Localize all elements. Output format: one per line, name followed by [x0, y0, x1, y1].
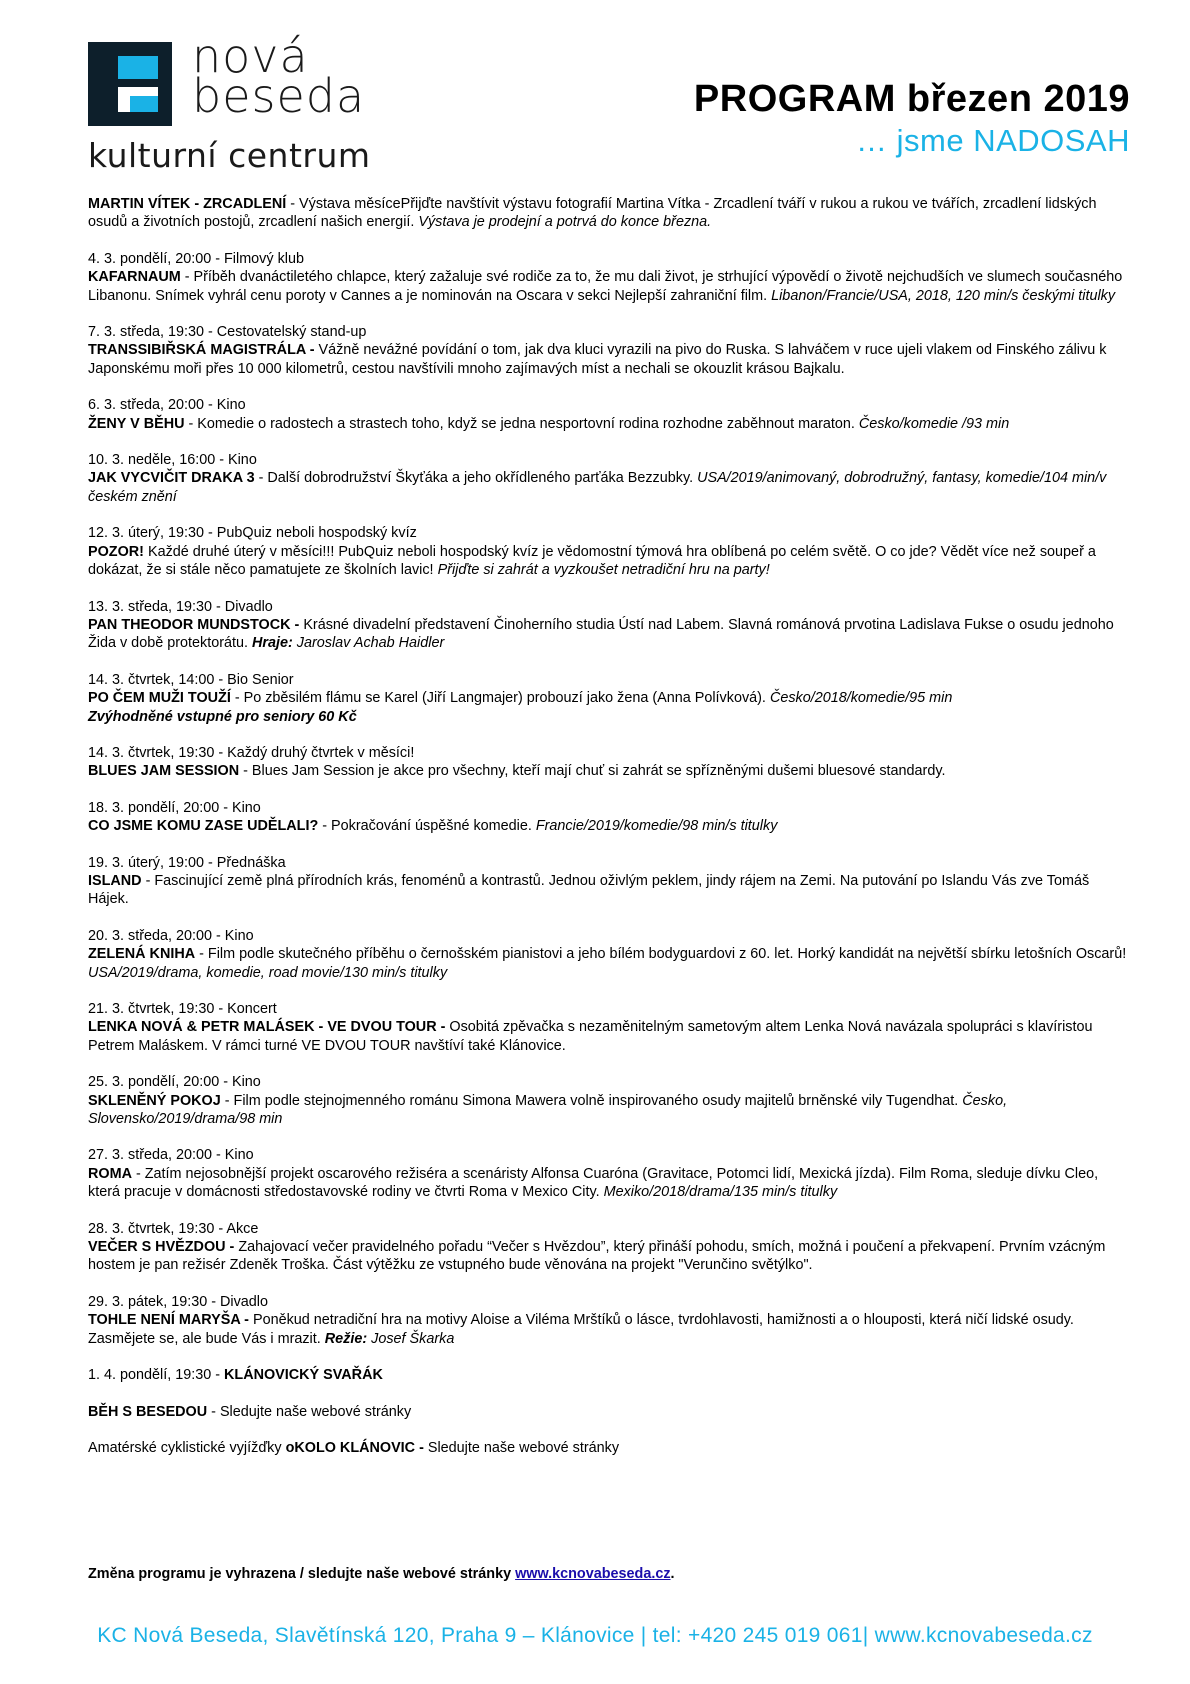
program-event	[88, 1403, 1130, 1421]
event-body	[88, 415, 1130, 433]
event-description: - Fascinující země plná přírodních krás, fenoménů a kontrastů. Jednou oživlým peklem, jindy rájem na Zemi. Na putování po Islandu Vás zve Tomáš Hájek.	[88, 872, 1090, 908]
event-credit: Josef Škarka	[367, 1330, 455, 1347]
event-description: - Komedie o radostech a strastech toho, když se jedna nesportovní rodina rozhodne zaběhnout maraton.	[184, 415, 859, 432]
event-title: PAN THEODOR MUNDSTOCK -	[88, 616, 300, 633]
event-date: 14. 3. čtvrtek, 14:00 - Bio Senior	[88, 671, 294, 688]
event-description: Přijďte navštívit výstavu fotografií Martina Vítka - Zrcadlení tváří v rukou a rukou ve tvářích, zrcadlení lidských osudů a životních postojů, zrcadlení našich energií.	[88, 196, 1097, 231]
event-description: Poněkud netradiční hra na motivy Aloise a Viléma Mrštíků o lásce, tvrdohlavosti, hamižnosti a o hlouposti, která ničí lidské osudy. Zasmějete se, ale bude Vás i mrazit.	[88, 1312, 1074, 1347]
logo-mark	[88, 42, 172, 126]
event-title: PO ČEM MUŽI TOUŽÍ	[88, 690, 231, 707]
event-title: LENKA NOVÁ & PETR MALÁSEK - VE DVOU TOUR -	[88, 1019, 446, 1036]
program-event	[88, 195, 1130, 232]
page-title: PROGRAM březen 2019	[693, 78, 1130, 120]
program-event	[88, 671, 1130, 726]
event-info: Libanon/Francie/USA, 2018, 120 min/s českými titulky	[771, 287, 1116, 304]
event-description: Zahajovací večer pravidelného pořadu “Večer s Hvězdou”, který přináší pohodu, smích, možná i poučení a překvapení. Prvním vzácným hostem je pan režisér Zdeněk Troška. Část výtěžku ze vstupného bude věnována na projekt "Verunčino světýlko".	[88, 1239, 1106, 1274]
tagline: … jsme NADOSAH	[856, 123, 1130, 158]
event-category: - Výstava měsíce	[286, 196, 401, 212]
event-description: - Po zběsilém flámu se Karel (Jiří Langmajer) probouzí jako žena (Anna Polívková).	[230, 690, 770, 707]
event-body	[88, 543, 1130, 580]
program-list	[88, 195, 1130, 1475]
event-description: - Film podle stejnojmenného románu Simona Mawera volně inspirovaného osudy majitelů brněnské vily Tugendhat.	[220, 1092, 963, 1109]
event-title: oKOLO KLÁNOVIC -	[285, 1439, 424, 1456]
event-info: Výstava je prodejní a potrvá do konce března.	[418, 214, 712, 231]
event-title: BLUES JAM SESSION	[88, 763, 240, 780]
program-event	[88, 854, 1130, 909]
event-description: - Pokračování úspěšné komedie.	[318, 818, 536, 835]
event-info: Francie/2019/komedie/98 min/s titulky	[535, 818, 778, 835]
event-title: ISLAND	[88, 872, 142, 889]
event-date: 6. 3. středa, 20:00 - Kino	[88, 397, 246, 414]
event-description: - Příběh dvanáctiletého chlapce, který zažaluje své rodiče za to, že mu dali život, je strhující výpovědí o životě nejchudších ve slumech současného Libanonu. Snímek vyhrál cenu poroty v Cannes a je nominován na Oscara v sekci Nejlepší zahraniční film.	[88, 269, 1123, 304]
event-price-note: Zvýhodněné vstupné pro seniory 60 Kč	[88, 708, 357, 725]
event-date: 27. 3. středa, 20:00 - Kino	[88, 1147, 254, 1164]
program-event	[88, 250, 1130, 305]
program-event	[88, 744, 1130, 781]
event-date: 7. 3. středa, 19:30 - Cestovatelský stand-up	[88, 324, 367, 341]
event-body	[88, 469, 1130, 506]
event-info: Přijďte si zahrát a vyzkoušet netradiční hru na party!	[437, 562, 770, 579]
event-info: Česko, Slovensko/2019/drama/98 min	[88, 1092, 1008, 1128]
event-description: Osobitá zpěvačka s nezaměnitelným sametovým altem Lenka Nová navázala spolupráci s klavíristou Petrem Maláskem. V rámci turné VE DVOU TOUR navštíví také Klánovice.	[88, 1019, 1093, 1054]
event-date: 21. 3. čtvrtek, 19:30 - Koncert	[88, 1001, 277, 1017]
event-title: ŽENY V BĚHU	[88, 415, 185, 432]
program-event	[88, 799, 1130, 836]
event-title: POZOR!	[88, 543, 144, 560]
program-event	[88, 1220, 1130, 1275]
event-date: 25. 3. pondělí, 20:00 - Kino	[88, 1074, 261, 1091]
event-description: Vážně nevážné povídání o tom, jak dva kluci vyrazili na pivo do Ruska. S lahváčem v ruce ujeli vlakem od Finského zálivu k Japonskému moři přes 10 000 kilometrů, cestou navštívili mnoho zajímavých míst a nechali se okouzlit krásou Bajkalu.	[88, 342, 1107, 377]
event-title: ROMA	[88, 1165, 132, 1182]
program-event	[88, 598, 1130, 653]
logo	[88, 29, 408, 175]
event-title: KLÁNOVICKÝ SVAŘÁK	[224, 1367, 383, 1384]
event-date: 4. 3. pondělí, 20:00 - Filmový klub	[88, 250, 304, 267]
event-body	[88, 1165, 1130, 1202]
event-description: - Sledujte naše webové stránky	[207, 1403, 412, 1420]
event-date: 1. 4. pondělí, 19:30 -	[88, 1367, 225, 1384]
event-body	[88, 1238, 1130, 1275]
event-description: - Zatím nejosobnější projekt oscarového režiséra a scenáristy Alfonsa Cuaróna (Gravitace, Potomci lidí, Mexická jízda). Film Roma, sleduje dívku Cleo, která pracuje v domácnosti středostavovské rodiny ve čtvrti Roma v Mexico City.	[88, 1165, 1099, 1201]
event-title: SKLENĚNÝ POKOJ	[88, 1092, 221, 1109]
event-title: BĚH S BESEDOU	[88, 1403, 208, 1420]
event-title: TOHLE NENÍ MARYŠA -	[88, 1312, 249, 1329]
logo-name	[192, 29, 366, 123]
event-date: 19. 3. úterý, 19:00 - Přednáška	[88, 854, 286, 871]
event-credit-label: Režie:	[324, 1330, 368, 1347]
logo-name-line1: nová	[192, 29, 309, 83]
event-body	[88, 195, 1130, 232]
event-body	[88, 341, 1130, 378]
program-event	[88, 1073, 1130, 1128]
event-description: - Blues Jam Session je akce pro všechny, kteří mají chuť si zahrát se spřízněnými dušemi bluesové standardy.	[239, 763, 946, 780]
event-description: - Další dobrodružství Škyťáka a jeho okřídleného parťáka Bezzubky.	[254, 470, 698, 487]
event-date: 20. 3. středa, 20:00 - Kino	[88, 927, 254, 944]
event-title: CO JSME KOMU ZASE UDĚLALI?	[88, 818, 319, 835]
event-title: KAFARNAUM	[88, 269, 181, 286]
program-event	[88, 927, 1130, 982]
program-event	[88, 1293, 1130, 1348]
event-body	[88, 1311, 1130, 1348]
program-note	[88, 1566, 675, 1582]
program-event	[88, 323, 1130, 378]
event-credit-label: Hraje:	[252, 635, 293, 652]
event-title: ZELENÁ KNIHA	[88, 946, 196, 963]
event-credit: Jaroslav Achab Haidler	[292, 635, 445, 652]
event-date: 10. 3. neděle, 16:00 - Kino	[88, 452, 257, 469]
event-title: TRANSSIBIŘSKÁ MAGISTRÁLA -	[88, 342, 315, 359]
event-description: Krásné divadelní představení Činoherního studia Ústí nad Labem. Slavná románová prvotina Ladislava Fukse o osudu jednoho Žida v době protektorátu.	[88, 616, 1114, 652]
event-description: - Film podle skutečného příběhu o černošském pianistovi a jeho bílém bodyguardovi z 60. let. Horký kandidát na největší sbírku letošních Oscarů!	[195, 946, 1127, 963]
event-description: Sledujte naše webové stránky	[423, 1439, 620, 1456]
event-date: 28. 3. čtvrtek, 19:30 - Akce	[88, 1220, 259, 1237]
event-description: Každé druhé úterý v měsíci!!! PubQuiz neboli hospodský kvíz je vědomostní týmová hra oblíbená po celém světě. O co jde? Vědět více než soupeř a dokázat, že si stále něco pamatujete ze školních lavic!	[88, 543, 1096, 579]
program-event	[88, 1366, 1130, 1384]
event-info: Česko/komedie /93 min	[858, 415, 1010, 432]
event-body	[88, 616, 1130, 653]
event-body	[88, 817, 1130, 835]
event-date: 12. 3. úterý, 19:30 - PubQuiz neboli hospodský kvíz	[88, 525, 417, 542]
event-info: USA/2019/animovaný, dobrodružný, fantasy, komedie/104 min/v českém znění	[88, 470, 1107, 505]
event-title: MARTIN VÍTEK - ZRCADLENÍ	[88, 196, 287, 212]
event-body	[88, 268, 1130, 305]
event-title: JAK VYCVIČIT DRAKA 3	[88, 470, 255, 487]
event-date: 18. 3. pondělí, 20:00 - Kino	[88, 799, 261, 816]
program-event	[88, 1439, 1130, 1457]
website-link[interactable]: www.kcnovabeseda.cz	[515, 1566, 671, 1582]
event-date: 13. 3. středa, 19:30 - Divadlo	[88, 598, 273, 615]
note-end: .	[670, 1566, 675, 1582]
event-body	[88, 762, 1130, 780]
event-info: Česko/2018/komedie/95 min	[769, 690, 953, 707]
footer-contact: KC Nová Beseda, Slavětínská 120, Praha 9 – Klánovice | tel: +420 245 019 061| www.kcnovabeseda.cz	[97, 1624, 1093, 1647]
program-event	[88, 396, 1130, 433]
logo-name-line2: beseda	[192, 69, 366, 123]
program-event	[88, 1000, 1130, 1055]
event-date: 29. 3. pátek, 19:30 - Divadlo	[88, 1293, 268, 1310]
event-body	[88, 1092, 1130, 1129]
event-description: Amatérské cyklistické vyjížďky	[88, 1439, 286, 1456]
event-body	[88, 1018, 1130, 1055]
note-text: Změna programu je vyhrazena / sledujte naše webové stránky	[88, 1566, 516, 1582]
event-info: USA/2019/drama, komedie, road movie/130 min/s titulky	[88, 964, 448, 981]
event-info: Mexiko/2018/drama/135 min/s titulky	[603, 1184, 838, 1201]
event-date: 14. 3. čtvrtek, 19:30 - Každý druhý čtvrtek v měsíci!	[88, 744, 415, 761]
event-body	[88, 945, 1130, 982]
event-body	[88, 689, 1130, 726]
program-event	[88, 451, 1130, 506]
event-body	[88, 872, 1130, 909]
program-event	[88, 524, 1130, 579]
program-event	[88, 1146, 1130, 1201]
logo-subtitle: kulturní centrum	[88, 136, 371, 175]
event-title: VEČER S HVĚZDOU -	[88, 1239, 235, 1256]
